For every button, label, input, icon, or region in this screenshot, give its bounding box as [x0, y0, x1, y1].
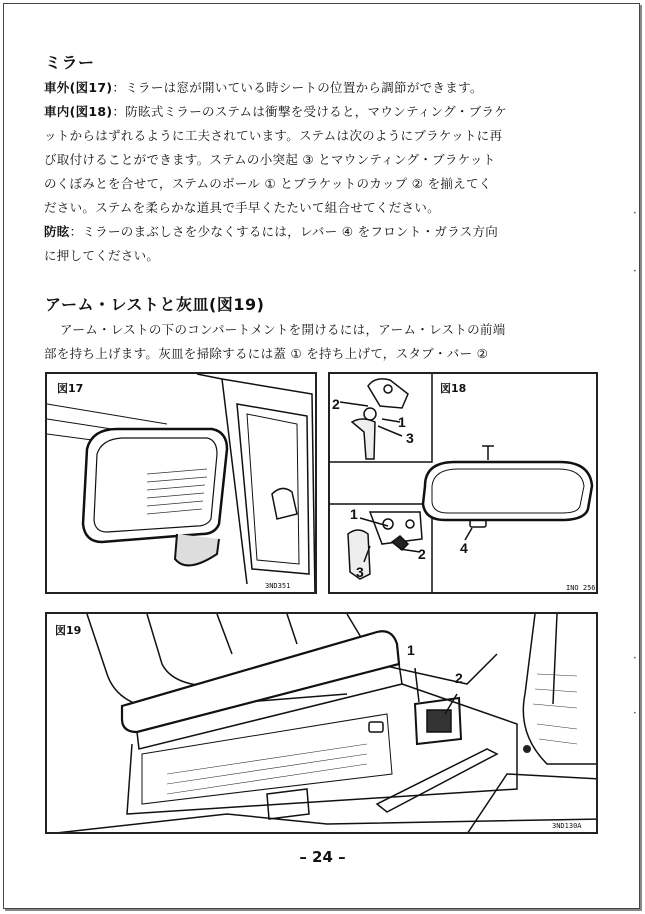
figure-17-label: 図17 — [57, 382, 84, 395]
figure-18-callout: 2 — [332, 396, 340, 412]
paragraph-line: 車内(図18)：防眩式ミラーのステムは衝撃を受けると，マウンティング・ブラケ — [44, 104, 508, 119]
figure-18-illustration — [330, 374, 598, 594]
paragraph-line: び取付けることができます。ステムの小突起 ③ とマウンティング・ブラケット — [44, 152, 496, 167]
scan-speck: • — [633, 655, 637, 662]
paragraph-line: 防眩：ミラーのまぶしさを少なくするには，レバー ④ をフロント・ガラス方向 — [44, 224, 499, 239]
paragraph-lead: 車内(図18) — [44, 104, 113, 119]
scan-speck: • — [633, 710, 637, 717]
paragraph-lead: 防眩 — [44, 224, 70, 239]
figure-19 — [45, 612, 598, 834]
figure-18-callout: 4 — [460, 540, 468, 556]
scan-speck: • — [633, 268, 637, 275]
figure-17-code: 3ND351 — [265, 582, 291, 590]
figure-19-illustration — [47, 614, 598, 834]
paragraph-line: 車外(図17)：ミラーは窓が開いている時シートの位置から調節ができます。 — [44, 80, 483, 95]
paragraph-line: ットからはずれるように工夫されています。ステムは次のようにブラケットに再 — [44, 128, 503, 143]
figure-18-label: 図18 — [440, 382, 467, 395]
figure-18-callout: 2 — [418, 546, 426, 562]
figure-18-callout: 1 — [350, 506, 358, 522]
figure-19-label: 図19 — [55, 624, 82, 637]
mirror-heading: ミラー — [45, 53, 95, 72]
armrest-heading: アーム・レストと灰皿(図19) — [45, 295, 265, 314]
figure-18-callout: 3 — [356, 564, 364, 580]
figure-18-callout: 3 — [406, 430, 414, 446]
paragraph-line: 部を持ち上げます。灰皿を掃除するには蓋 ① を持ち上げて，スタブ・バー ② — [44, 346, 489, 361]
figure-19-callout: 1 — [407, 642, 415, 658]
figure-18 — [328, 372, 598, 594]
figure-18-callout: 1 — [398, 414, 406, 430]
paragraph-line: に押してください。 — [44, 248, 160, 263]
paragraph-lead: 車外(図17) — [44, 80, 113, 95]
scan-speck: • — [633, 210, 637, 217]
figure-18-code: INO 256 — [566, 584, 596, 592]
figure-19-code: 3ND130A — [552, 822, 582, 830]
figure-17-illustration — [47, 374, 317, 594]
figure-19-callout: 2 — [455, 670, 463, 686]
paragraph-line: ださい。ステムを柔らかな道具で手早くたたいて組合せてください。 — [44, 200, 440, 215]
paragraph-line: アーム・レストの下のコンパートメントを開けるには，アーム・レストの前端 — [60, 322, 506, 337]
figure-17 — [45, 372, 317, 594]
paragraph-line: のくぼみとを合せて，ステムのボール ① とブラケットのカップ ② を揃えてく — [44, 176, 492, 191]
page-number: – 24 – — [299, 848, 346, 866]
